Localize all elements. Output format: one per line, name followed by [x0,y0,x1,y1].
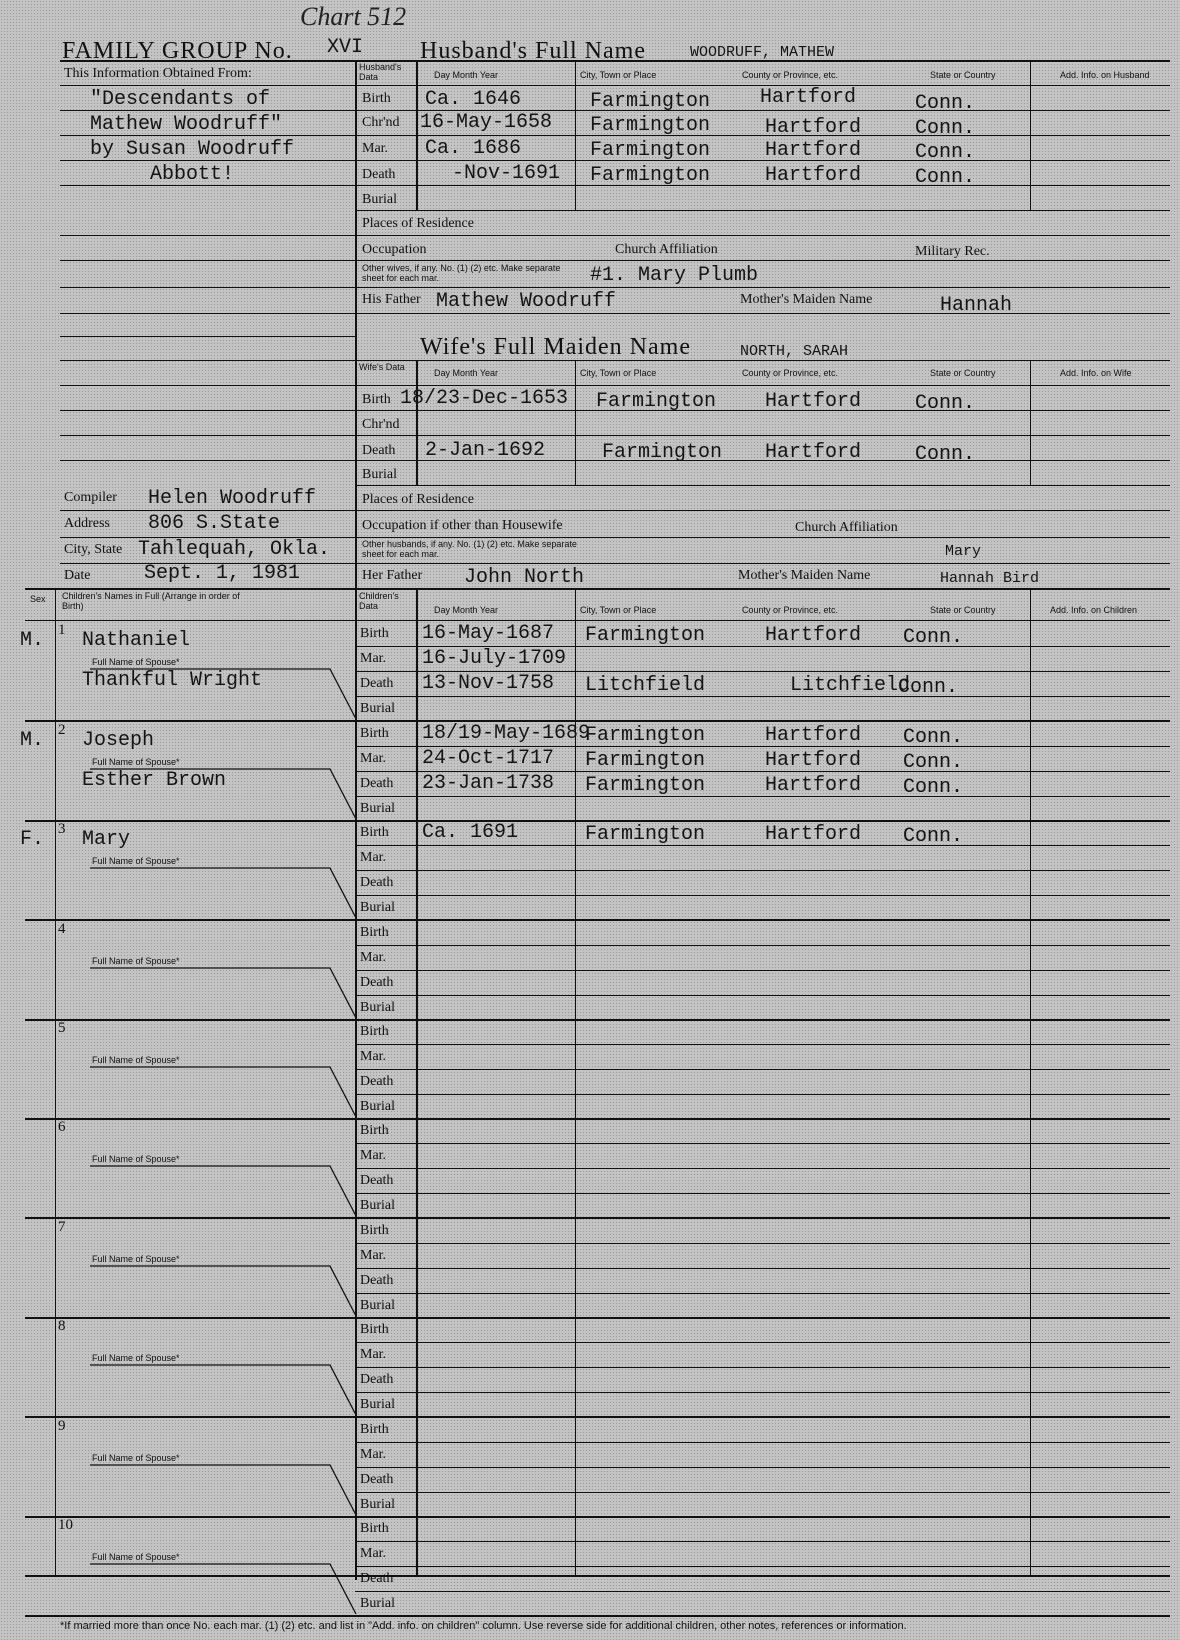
wife-name-label: Wife's Full Maiden Name [420,334,691,360]
rule [25,1575,1170,1577]
event-label: Mar. [360,1347,387,1362]
husband-data-header: Husband's Data [359,62,402,82]
child-death-date: 13-Nov-1758 [422,672,555,695]
spouse-label: Full Name of Spouse* [92,1254,180,1264]
wife-birth-place: Farmington [596,390,717,413]
child-death-state: Conn. [898,676,959,699]
event-label: Birth [360,1521,389,1536]
child-birth-date: Ca. 1691 [422,821,519,844]
add-info-children-header: Add. Info. on Children [1050,605,1138,615]
child-birth-county: Hartford [765,624,862,647]
county-header: County or Province, etc. [742,70,839,80]
rule [355,1044,1170,1045]
rule [355,796,1170,797]
event-label: Chr'nd [362,417,400,432]
event-label: Mar. [360,1049,387,1064]
child-number: 3 [58,821,66,837]
rule [416,588,418,1575]
child-mar-county: Hartford [765,749,862,772]
rule [355,1467,1170,1468]
husband-chr-place: Farmington [590,114,711,137]
state-header: State or Country [930,70,996,80]
husband-birth-county: Hartford [760,86,857,109]
event-label: Burial [360,900,395,915]
child-birth-place: Farmington [585,624,706,647]
child-name: Mary [82,828,131,851]
spouse-label: Full Name of Spouse* [92,657,180,667]
wife-name: NORTH, SARAH [740,343,849,360]
rule [25,1118,1170,1120]
husband-mar-place: Farmington [590,139,711,162]
spouse-label: Full Name of Spouse* [92,1055,180,1065]
other-wives: #1. Mary Plumb [590,264,759,287]
child-birth-state: Conn. [903,626,964,649]
wife-death-state: Conn. [915,443,976,466]
source-line: by Susan Woodruff [90,138,295,161]
rule [355,1342,1170,1343]
rule [355,1268,1170,1269]
event-label: Death [360,875,394,890]
child-number: 9 [58,1418,66,1434]
child-mar-place: Farmington [585,749,706,772]
spouse-label: Full Name of Spouse* [92,1154,180,1164]
event-label: Birth [360,626,389,641]
rule [25,1019,1170,1021]
wife-mother-label: Mother's Maiden Name [738,568,871,583]
rule [55,588,56,1575]
spouse-label: Full Name of Spouse* [92,956,180,966]
rule [355,1442,1170,1443]
event-label: Burial [360,1298,395,1313]
husband-mar-date: Ca. 1686 [425,137,522,160]
rule [355,1143,1170,1144]
rule [355,1392,1170,1393]
husband-name-label: Husband's Full Name [420,38,646,64]
compiler-city: Tahlequah, Okla. [138,538,331,561]
rule [355,1591,1170,1592]
event-label: Death [360,975,394,990]
husband-death-place: Farmington [590,164,711,187]
rule [575,360,576,485]
child-number: 1 [58,622,66,638]
event-label: Burial [360,1198,395,1213]
source-line: Mathew Woodruff" [90,113,283,136]
child-death-date: 23-Jan-1738 [422,772,555,795]
event-label: Mar. [360,1447,387,1462]
event-label: Birth [360,1024,389,1039]
husband-mar-state: Conn. [915,141,976,164]
footnote: *If married more than once No. each mar. (1) (2) etc. and list in "Add. info. on children" column. Use reverse side for additional children, other notes, references or information. [60,1620,907,1632]
rule [25,720,1170,722]
rule [25,919,1170,921]
rule [355,1193,1170,1194]
child-number: 8 [58,1318,66,1334]
child-number: 4 [58,921,66,937]
spouse-label: Full Name of Spouse* [92,1552,180,1562]
wife-father-label: Her Father [362,568,423,583]
husband-chr-county: Hartford [765,116,862,139]
event-label: Mar. [362,141,389,156]
compiler-address: 806 S.State [148,512,281,535]
event-label: Burial [360,1497,395,1512]
event-label: Death [360,1074,394,1089]
add-info-wife-header: Add. Info. on Wife [1060,368,1132,378]
rule [25,1416,1170,1418]
child-death-county: Litchfield [790,674,911,697]
husband-death-date: -Nov-1691 [452,162,561,185]
family-group-number: XVI [327,36,364,59]
child-mar-date: 16-July-1709 [422,647,567,670]
dmy-header: Day Month Year [434,368,499,378]
wife-death-place: Farmington [602,441,723,464]
other-husbands-label: Other husbands, if any. No. (1) (2) etc. Make separate sheet for each mar. [362,539,577,559]
rule [1030,360,1031,485]
rule [25,588,1170,590]
event-label: Mar. [360,950,387,965]
family-group-label: FAMILY GROUP No. [62,38,293,64]
state-header: State or Country [930,368,996,378]
husband-name: WOODRUFF, MATHEW [690,44,835,61]
other-wives-label: Other wives, if any. No. (1) (2) etc. Make separate sheet for each mar. [362,263,561,283]
husband-death-county: Hartford [765,164,862,187]
wife-death-county: Hartford [765,441,862,464]
event-label: Mar. [360,1248,387,1263]
event-label: Burial [360,1596,395,1611]
rule [355,970,1170,971]
spouse-label: Full Name of Spouse* [92,856,180,866]
child-mar-state: Conn. [903,751,964,774]
rule [355,1492,1170,1493]
wife-father: John North [464,566,585,589]
rule [25,1516,1170,1518]
compiler-name: Helen Woodruff [148,487,317,510]
child-number: 2 [58,722,66,738]
wife-data-header: Wife's Data [359,362,405,372]
wife-birth-county: Hartford [765,390,862,413]
child-birth-date: 16-May-1687 [422,622,555,645]
sex-header: Sex [30,594,46,604]
child-death-state: Conn. [903,776,964,799]
rule [355,1367,1170,1368]
husband-military-label: Military Rec. [915,244,990,259]
source-line: "Descendants of [90,88,271,111]
city-header: City, Town or Place [580,605,657,615]
spouse-label: Full Name of Spouse* [92,1353,180,1363]
child-name: Joseph [82,729,155,752]
event-label: Birth [360,1322,389,1337]
rule [355,870,1170,871]
city-state-label: City, State [64,542,123,557]
child-number: 10 [58,1517,73,1533]
event-label: Death [360,776,394,791]
child-mar-date: 24-Oct-1717 [422,747,555,770]
source-label: This Information Obtained From: [64,66,252,81]
event-label: Birth [360,1422,389,1437]
rule [355,696,1170,697]
rule [355,895,1170,896]
child-birth-county: Hartford [765,724,862,747]
add-info-husband-header: Add. Info. on Husband [1060,70,1150,80]
child-sex: M. [20,729,45,752]
spouse-label: Full Name of Spouse* [92,1453,180,1463]
compiler-label: Compiler [64,490,117,505]
husband-chr-date: 16-May-1658 [420,111,553,134]
child-name: Nathaniel [82,629,191,652]
husband-father-label: His Father [362,292,421,307]
county-header: County or Province, etc. [742,605,839,615]
children-names-header: Children's Names in Full (Arrange in order of Birth) [62,591,240,611]
event-label: Death [360,1472,394,1487]
event-label: Death [360,1173,394,1188]
rule [416,360,418,485]
source-line: Abbott! [150,163,235,186]
county-header: County or Province, etc. [742,368,839,378]
wife-mother-line2: Hannah Bird [940,570,1040,587]
event-label: Mar. [360,1546,387,1561]
wife-church-label: Church Affiliation [795,520,898,535]
child-birth-state: Conn. [903,825,964,848]
child-birth-date: 18/19-May-1689 [422,722,591,745]
event-label: Death [362,443,396,458]
rule [355,1293,1170,1294]
husband-birth-place: Farmington [590,90,711,113]
rule [25,1317,1170,1319]
wife-birth-date: 18/23-Dec-1653 [400,387,569,410]
wife-birth-state: Conn. [915,392,976,415]
event-label: Birth [362,91,391,106]
rule [355,995,1170,996]
child-birth-place: Farmington [585,724,706,747]
event-label: Death [360,676,394,691]
child-sex: F. [20,828,45,851]
child-death-place: Farmington [585,774,706,797]
husband-chr-state: Conn. [915,117,976,140]
event-label: Burial [360,1000,395,1015]
date-label: Date [64,568,91,583]
rule [355,485,1170,486]
child-birth-place: Farmington [585,823,706,846]
child-number: 7 [58,1219,66,1235]
wife-occupation-label: Occupation if other than Housewife [362,518,563,533]
event-label: Birth [360,1123,389,1138]
husband-mother: Hannah [940,294,1013,317]
wife-mother-line1: Mary [945,543,982,560]
event-label: Burial [360,801,395,816]
event-label: Death [360,1571,394,1586]
event-label: Burial [360,1397,395,1412]
rule [25,1217,1170,1219]
husband-residence-label: Places of Residence [362,216,474,231]
husband-mar-county: Hartford [765,139,862,162]
event-label: Mar. [360,850,387,865]
state-header: State or Country [930,605,996,615]
child-death-place: Litchfield [585,674,706,697]
event-label: Burial [360,701,395,716]
event-label: Burial [362,467,397,482]
event-label: Birth [360,1223,389,1238]
event-label: Burial [360,1099,395,1114]
husband-father: Mathew Woodruff [436,290,617,313]
husband-mother-label: Mother's Maiden Name [740,292,873,307]
rule [355,845,1170,846]
rule [355,1069,1170,1070]
event-label: Burial [362,192,397,207]
rule [355,1168,1170,1169]
husband-birth-date: Ca. 1646 [425,88,522,111]
child-spouse: Esther Brown [82,769,227,792]
city-header: City, Town or Place [580,70,657,80]
rule [25,620,1170,621]
event-label: Mar. [360,1148,387,1163]
husband-occupation-label: Occupation [362,242,427,257]
child-birth-state: Conn. [903,726,964,749]
child-sex: M. [20,629,45,652]
dmy-header: Day Month Year [434,605,499,615]
chart-reference: Chart 512 [300,2,407,31]
husband-death-state: Conn. [915,166,976,189]
event-label: Mar. [360,651,387,666]
child-spouse: Thankful Wright [82,669,263,692]
child-birth-county: Hartford [765,823,862,846]
event-label: Death [360,1372,394,1387]
child-number: 5 [58,1020,66,1036]
husband-birth-state: Conn. [915,92,976,115]
rule [25,820,1170,822]
event-label: Death [362,167,396,182]
compiler-date: Sept. 1, 1981 [144,562,301,585]
event-label: Death [360,1273,394,1288]
event-label: Mar. [360,751,387,766]
address-label: Address [64,516,110,531]
child-number: 6 [58,1119,66,1135]
dmy-header: Day Month Year [434,70,499,80]
city-header: City, Town or Place [580,368,657,378]
rule [25,1615,1170,1617]
child-death-county: Hartford [765,774,862,797]
wife-death-date: 2-Jan-1692 [425,439,546,462]
rule [355,945,1170,946]
husband-church-label: Church Affiliation [615,242,718,257]
event-label: Birth [360,925,389,940]
wife-residence-label: Places of Residence [362,492,474,507]
event-label: Birth [360,825,389,840]
event-label: Chr'nd [362,115,400,130]
rule [355,1541,1170,1542]
event-label: Birth [362,392,391,407]
rule [1030,588,1031,1575]
rule [355,1243,1170,1244]
spouse-label: Full Name of Spouse* [92,757,180,767]
rule [355,1094,1170,1095]
event-label: Birth [360,726,389,741]
rule [355,210,1170,211]
children-data-header: Children's Data [359,591,399,611]
rule [355,1566,1170,1567]
